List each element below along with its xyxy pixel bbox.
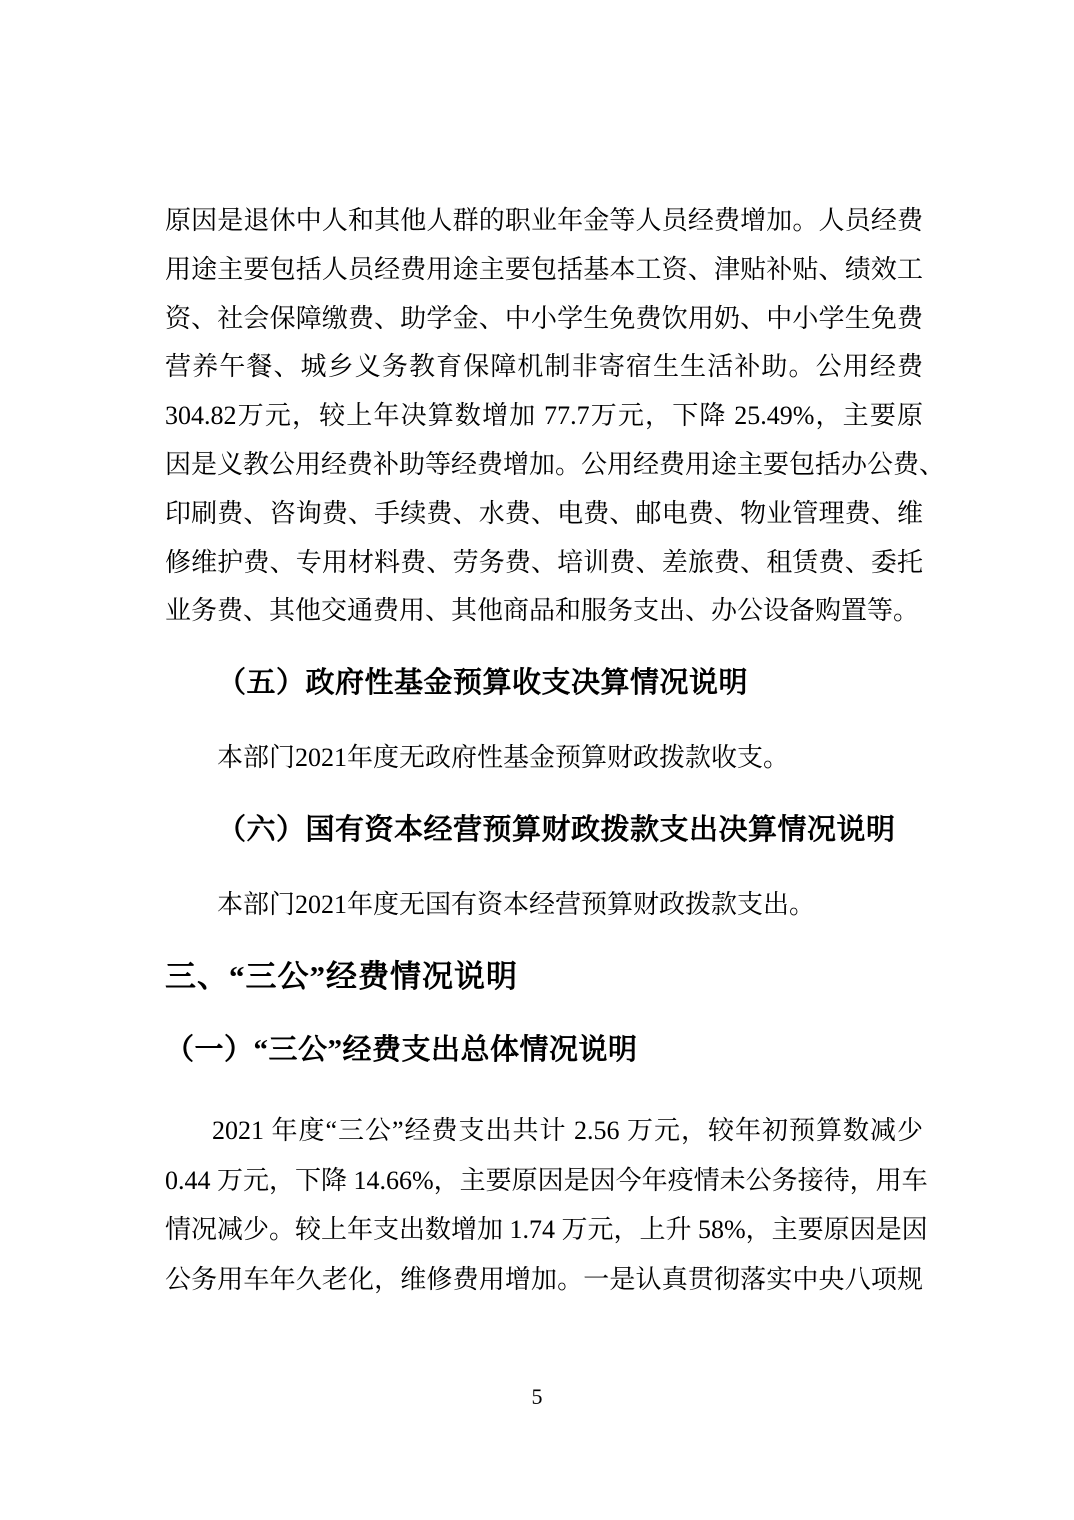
text-line: 用途主要包括人员经费用途主要包括基本工资、津贴补贴、绩效工 [165, 254, 923, 284]
page-number: 5 [531, 1384, 543, 1409]
text-line: 修维护费、专用材料费、劳务费、培训费、差旅费、租赁费、委托 [165, 547, 923, 577]
text-line: 公务用车年久老化，维修费用增加。一是认真贯彻落实中央八项规 [165, 1264, 923, 1294]
text-line: 0.44 万元，下降 14.66%，主要原因是因今年疫情未公务接待，用车 [165, 1165, 928, 1195]
text-line: 2021 年度“三公”经费支出共计 2.56 万元，较年初预算数减少 [212, 1116, 923, 1145]
section-paragraph-6: 本部门2021年度无国有资本经营预算财政拨款支出。 [217, 890, 816, 919]
section-paragraph-5: 本部门2021年度无政府性基金预算财政拨款收支。 [217, 743, 790, 772]
text-line: 情况减少。较上年支出数增加 1.74 万元，上升 58%，主要原因是因 [165, 1215, 928, 1245]
text-line: 营养午餐、城乡义务教育保障机制非寄宿生生活补助。公用经费 [165, 352, 923, 382]
text-line: 原因是退休中人和其他人群的职业年金等人员经费增加。人员经费 [165, 206, 923, 235]
text-line: 资、社会保障缴费、助学金、中小学生免费饮用奶、中小学生免费 [165, 303, 923, 333]
chapter-heading-three-public-funds: 三、“三公”经费情况说明 [165, 959, 518, 994]
carryover-paragraph [165, 197, 946, 636]
section-heading-5: （五）政府性基金预算收支决算情况说明 [217, 667, 749, 699]
text-line: 304.82万元，较上年决算数增加 77.7万元，下降 25.49%，主要原 [165, 401, 923, 431]
text-line: 业务费、其他交通费用、其他商品和服务支出、办公设备购置等。 [165, 596, 920, 626]
text-line: 因是义教公用经费补助等经费增加。公用经费用途主要包括办公费、 [165, 449, 946, 479]
subsection-heading-overall-expenditure: （一）“三公”经费支出总体情况说明 [165, 1034, 638, 1066]
text-line: 印刷费、咨询费、手续费、水费、电费、邮电费、物业管理费、维 [165, 498, 923, 528]
section-heading-6: （六）国有资本经营预算财政拨款支出决算情况说明 [217, 814, 896, 846]
subsection-paragraph [165, 1106, 928, 1304]
